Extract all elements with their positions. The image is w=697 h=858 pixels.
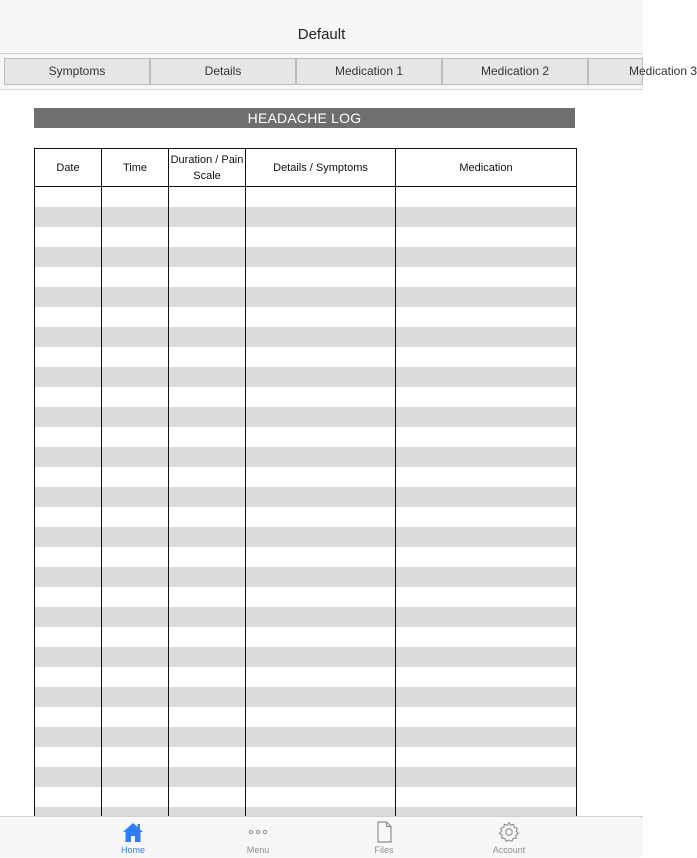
table-cell[interactable]	[102, 607, 169, 627]
table-cell[interactable]	[35, 207, 102, 227]
table-cell[interactable]	[35, 427, 102, 447]
table-cell[interactable]	[35, 687, 102, 707]
table-cell[interactable]	[35, 287, 102, 307]
table-cell[interactable]	[246, 187, 396, 207]
table-row	[35, 327, 577, 347]
table-cell[interactable]	[396, 787, 577, 807]
table-cell[interactable]	[396, 287, 577, 307]
table-cell[interactable]	[102, 267, 169, 287]
table-cell[interactable]	[169, 787, 246, 807]
table-row	[35, 547, 577, 567]
table-row	[35, 747, 577, 767]
table-cell[interactable]	[396, 647, 577, 667]
table-cell[interactable]	[396, 527, 577, 547]
bottom-tab-bar	[0, 816, 643, 857]
table-cell[interactable]	[169, 387, 246, 407]
table-cell[interactable]	[35, 647, 102, 667]
table-cell[interactable]	[102, 187, 169, 207]
table-cell[interactable]	[169, 687, 246, 707]
table-cell[interactable]	[35, 707, 102, 727]
table-cell[interactable]	[35, 387, 102, 407]
column-header-duration-pain-scale[interactable]: Duration / Pain Scale	[169, 149, 246, 187]
table-cell[interactable]	[246, 727, 396, 747]
table-cell[interactable]	[35, 247, 102, 267]
table-row	[35, 227, 577, 247]
table-cell[interactable]	[35, 367, 102, 387]
table-cell[interactable]	[169, 767, 246, 787]
table-cell[interactable]	[246, 547, 396, 567]
table-cell[interactable]	[102, 747, 169, 767]
table-cell[interactable]	[396, 767, 577, 787]
spreadsheet-view[interactable]	[0, 91, 643, 816]
table-cell[interactable]	[396, 587, 577, 607]
table-cell[interactable]	[102, 467, 169, 487]
table-cell[interactable]	[102, 407, 169, 427]
table-cell[interactable]	[35, 327, 102, 347]
table-cell[interactable]	[246, 307, 396, 327]
more-icon	[246, 821, 270, 843]
table-cell[interactable]	[169, 367, 246, 387]
sheet-tab-symptoms[interactable]: Symptoms	[4, 58, 150, 85]
table-cell[interactable]	[169, 707, 246, 727]
table-cell[interactable]	[246, 327, 396, 347]
table-cell[interactable]	[102, 447, 169, 467]
table-row	[35, 467, 577, 487]
home-icon	[121, 821, 145, 843]
table-row	[35, 727, 577, 747]
table-header-row	[35, 149, 577, 187]
table-row	[35, 587, 577, 607]
table-cell[interactable]	[35, 227, 102, 247]
file-icon	[372, 821, 396, 843]
table-cell[interactable]	[396, 447, 577, 467]
table-row	[35, 787, 577, 807]
table-cell[interactable]	[102, 667, 169, 687]
table-cell[interactable]	[246, 767, 396, 787]
table-cell[interactable]	[102, 487, 169, 507]
table-cell[interactable]	[246, 427, 396, 447]
table-cell[interactable]	[396, 267, 577, 287]
table-cell[interactable]	[169, 607, 246, 627]
table-cell[interactable]	[35, 187, 102, 207]
table-cell[interactable]	[102, 707, 169, 727]
table-cell[interactable]	[35, 727, 102, 747]
table-cell[interactable]	[169, 507, 246, 527]
table-cell[interactable]	[246, 467, 396, 487]
table-cell[interactable]	[396, 247, 577, 267]
table-cell[interactable]	[396, 387, 577, 407]
table-cell[interactable]	[246, 627, 396, 647]
table-cell[interactable]	[246, 527, 396, 547]
headache-log-table	[34, 148, 577, 827]
table-cell[interactable]	[102, 567, 169, 587]
table-cell[interactable]	[246, 607, 396, 627]
sheet-tab-details[interactable]: Details	[150, 58, 296, 85]
sheet-tab-medication-1[interactable]: Medication 1	[296, 58, 442, 85]
table-row	[35, 447, 577, 467]
table-cell[interactable]	[396, 667, 577, 687]
table-row	[35, 267, 577, 287]
page-title: Default	[297, 26, 346, 43]
table-cell[interactable]	[246, 507, 396, 527]
table-cell[interactable]	[169, 747, 246, 767]
table-cell[interactable]	[396, 707, 577, 727]
table-cell[interactable]	[169, 547, 246, 567]
table-cell[interactable]	[35, 267, 102, 287]
table-cell[interactable]	[35, 307, 102, 327]
table-cell[interactable]	[169, 567, 246, 587]
table-cell[interactable]	[246, 587, 396, 607]
table-cell[interactable]	[169, 227, 246, 247]
table-cell[interactable]	[169, 667, 246, 687]
table-cell[interactable]	[169, 727, 246, 747]
table-cell[interactable]	[246, 247, 396, 267]
table-row	[35, 687, 577, 707]
table-body	[35, 187, 577, 827]
table-cell[interactable]	[246, 207, 396, 227]
table-cell[interactable]	[246, 747, 396, 767]
sheet-tab-strip[interactable]	[0, 54, 697, 90]
table-cell[interactable]	[102, 627, 169, 647]
table-cell[interactable]	[396, 367, 577, 387]
table-row	[35, 487, 577, 507]
table-row	[35, 527, 577, 547]
tab-files-label: Files	[374, 845, 394, 855]
table-cell[interactable]	[102, 507, 169, 527]
table-row	[35, 667, 577, 687]
table-cell[interactable]	[246, 227, 396, 247]
table-cell[interactable]	[396, 627, 577, 647]
table-cell[interactable]	[246, 347, 396, 367]
table-cell[interactable]	[396, 307, 577, 327]
table-cell[interactable]	[246, 707, 396, 727]
column-header-date[interactable]: Date	[35, 149, 102, 187]
table-row	[35, 767, 577, 787]
table-cell[interactable]	[246, 487, 396, 507]
table-cell[interactable]	[169, 487, 246, 507]
table-cell[interactable]	[169, 467, 246, 487]
table-cell[interactable]	[396, 747, 577, 767]
table-cell[interactable]	[169, 447, 246, 467]
table-cell[interactable]	[169, 407, 246, 427]
table-row	[35, 707, 577, 727]
table-cell[interactable]	[35, 607, 102, 627]
table-cell[interactable]	[35, 627, 102, 647]
table-cell[interactable]	[169, 247, 246, 267]
table-row	[35, 627, 577, 647]
table-cell[interactable]	[35, 547, 102, 567]
table-cell[interactable]	[169, 527, 246, 547]
sheet-tab-medication-2[interactable]: Medication 2	[442, 58, 588, 85]
table-row	[35, 287, 577, 307]
navigation-bar	[0, 0, 643, 54]
table-cell[interactable]	[396, 427, 577, 447]
table-cell[interactable]	[396, 407, 577, 427]
table-cell[interactable]	[246, 647, 396, 667]
table-cell[interactable]	[102, 367, 169, 387]
table-row	[35, 427, 577, 447]
column-header-details-symptoms[interactable]: Details / Symptoms	[246, 149, 396, 187]
table-row	[35, 367, 577, 387]
column-header-medication[interactable]: Medication	[396, 149, 577, 187]
table-cell[interactable]	[246, 567, 396, 587]
table-cell[interactable]	[396, 507, 577, 527]
table-cell[interactable]	[102, 347, 169, 367]
table-cell[interactable]	[102, 647, 169, 667]
table-cell[interactable]	[102, 787, 169, 807]
table-cell[interactable]	[35, 467, 102, 487]
table-row	[35, 247, 577, 267]
table-cell[interactable]	[396, 467, 577, 487]
table-cell[interactable]	[169, 327, 246, 347]
table-cell[interactable]	[102, 427, 169, 447]
table-cell[interactable]	[246, 687, 396, 707]
table-row	[35, 567, 577, 587]
table-cell[interactable]	[169, 627, 246, 647]
table-cell[interactable]	[102, 287, 169, 307]
column-header-time[interactable]: Time	[102, 149, 169, 187]
table-cell[interactable]	[169, 347, 246, 367]
table-cell[interactable]	[169, 307, 246, 327]
sheet-tab-medication-3[interactable]: Medication 3	[588, 58, 643, 85]
tab-files[interactable]	[344, 817, 424, 858]
table-cell[interactable]	[246, 787, 396, 807]
gear-icon	[497, 821, 521, 843]
table-cell[interactable]	[169, 287, 246, 307]
table-row	[35, 647, 577, 667]
table-cell[interactable]	[102, 587, 169, 607]
table-cell[interactable]	[396, 347, 577, 367]
table-cell[interactable]	[246, 407, 396, 427]
table-cell[interactable]	[35, 487, 102, 507]
table-cell[interactable]	[169, 427, 246, 447]
table-cell[interactable]	[396, 567, 577, 587]
table-cell[interactable]	[102, 727, 169, 747]
table-cell[interactable]	[102, 387, 169, 407]
table-row	[35, 207, 577, 227]
table-cell[interactable]	[102, 527, 169, 547]
table-cell[interactable]	[169, 187, 246, 207]
table-row	[35, 407, 577, 427]
table-cell[interactable]	[246, 447, 396, 467]
table-cell[interactable]	[102, 767, 169, 787]
table-cell[interactable]	[396, 687, 577, 707]
table-cell[interactable]	[396, 547, 577, 567]
table-cell[interactable]	[246, 367, 396, 387]
table-row	[35, 187, 577, 207]
table-cell[interactable]	[246, 287, 396, 307]
table-cell[interactable]	[396, 487, 577, 507]
table-cell[interactable]	[35, 447, 102, 467]
table-cell[interactable]	[169, 267, 246, 287]
table-cell[interactable]	[102, 247, 169, 267]
table-cell[interactable]	[396, 607, 577, 627]
tab-account[interactable]	[469, 817, 549, 858]
tab-menu[interactable]	[218, 817, 298, 858]
table-cell[interactable]	[35, 407, 102, 427]
table-cell[interactable]	[35, 567, 102, 587]
table-cell[interactable]	[35, 587, 102, 607]
table-cell[interactable]	[102, 227, 169, 247]
table-row	[35, 347, 577, 367]
table-cell[interactable]	[246, 667, 396, 687]
table-cell[interactable]	[396, 727, 577, 747]
table-cell[interactable]	[35, 527, 102, 547]
table-cell[interactable]	[246, 267, 396, 287]
table-cell[interactable]	[396, 207, 577, 227]
table-row	[35, 607, 577, 627]
table-row	[35, 507, 577, 527]
table-cell[interactable]	[35, 347, 102, 367]
table-cell[interactable]	[35, 747, 102, 767]
table-cell[interactable]	[102, 687, 169, 707]
table-cell[interactable]	[169, 587, 246, 607]
tab-home[interactable]	[93, 817, 173, 858]
table-cell[interactable]	[35, 787, 102, 807]
table-cell[interactable]	[396, 227, 577, 247]
table-row	[35, 307, 577, 327]
table-cell[interactable]	[35, 507, 102, 527]
table-cell[interactable]	[396, 187, 577, 207]
table-cell[interactable]	[102, 207, 169, 227]
table-cell[interactable]	[102, 307, 169, 327]
table-cell[interactable]	[169, 647, 246, 667]
tab-home-label: Home	[120, 845, 145, 855]
table-cell[interactable]	[35, 667, 102, 687]
table-cell[interactable]	[102, 547, 169, 567]
table-cell[interactable]	[35, 767, 102, 787]
table-row	[35, 387, 577, 407]
log-title-banner: HEADACHE LOG	[34, 108, 575, 128]
tab-menu-label: Menu	[246, 845, 270, 855]
table-cell[interactable]	[246, 387, 396, 407]
table-cell[interactable]	[169, 207, 246, 227]
table-cell[interactable]	[102, 327, 169, 347]
table-cell[interactable]	[396, 327, 577, 347]
tab-account-label: Account	[492, 845, 526, 855]
